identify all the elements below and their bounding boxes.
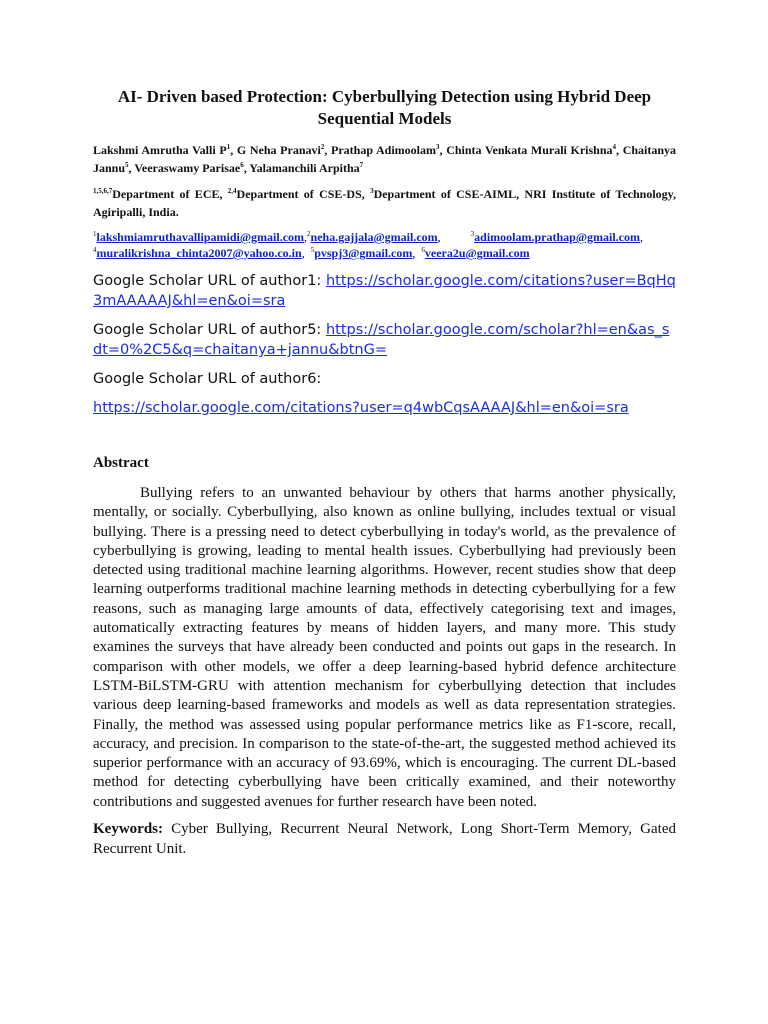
scholar-link[interactable]: https://scholar.google.com/citations?user=q4wbCqsAAAAJ&hl=en&oi=sra: [93, 400, 629, 416]
email-link[interactable]: pvspj3@gmail.com: [314, 246, 413, 260]
affiliation: $^{1,5,6,7}$Department of ECE, $^{2,4}$Department of CSE-DS, $^3$Department of CSE-AIML, NRI Institute of Technology, Agiripalli, India.: [93, 187, 676, 219]
author-name: Chaitanya Jannu: [93, 143, 677, 175]
scholar-entry: Google Scholar URL of author1: https://scholar.google.com/citations?user=BqHq3mAAAAAJ&hl=en&oi=sra: [93, 273, 676, 309]
author-name: Yalamanchili Arpitha: [249, 161, 360, 175]
scholar-entry-link: [93, 398, 676, 418]
scholar-link[interactable]: https://scholar.google.com/scholar?hl=en&as_sdt=0%2C5&q=chaitanya+jannu&btnG=: [93, 322, 670, 358]
abstract-heading: Abstract: [93, 455, 149, 471]
paper-title: AI- Driven based Protection: Cyberbullying Detection using Hybrid Deep Sequential Models: [117, 87, 652, 128]
email-list: $^1$lakshmiamruthavallipamidi@gmail.com,$^2$neha.gajjala@gmail.com, $^3$adimoolam.prathap@gmail.com, $^4$muralikrishna_chinta2007@yahoo.co.in, $^5$pvspj3@gmail.com, $^6$veera2u@gmail.com: [93, 230, 643, 260]
author-name: G Neha Pranavi: [236, 143, 321, 157]
scholar-link[interactable]: https://scholar.google.com/citations?user=BqHq3mAAAAAJ&hl=en&oi=sra: [93, 273, 676, 309]
abstract-text: Bullying refers to an unwanted behaviour by others that harms another physically, mentally, or socially. Cyberbullying, also known as online bullying, includes textual or visual bullying. There is a pressing need to detect cyberbullying in today's world, as the prevalence of cyberbullying is growing, leading to mental health issues. Cyberbullying had previously been detected using traditional machine learning algorithms. However, recent studies show that deep learning outperforms traditional machine learning methods in detecting cyberbullying for a few reasons, such as managing large amounts of data, effectively categorising text and images, automatically extracting features by means of hidden layers, and many more. This study examines the surveys that have already been conducted and points out gaps in the research. In comparison with other models, we offer a deep learning-based hybrid defence architecture LSTM-BiLSTM-GRU with attention mechanism for cyberbullying detection that includes various deep learning-based frameworks and models as well as data representation strategies. Finally, the method was assessed using popular performance metrics like as F1-score, recall, accuracy, and precision. In comparison to the state-of-the-art, the suggested method achieved its superior performance with an accuracy of 93.69%, which is encouraging. The current DL-based method for detecting cyberbullying have been critically examined, and their noteworthy contributions and suggested avenues for further research have been noted.: [93, 485, 676, 810]
email-link[interactable]: veera2u@gmail.com: [424, 246, 530, 260]
author-list: Lakshmi Amrutha Valli $P^1$, G Neha Pranavi$^2$, Prathap Adimoolam$^3$, Chinta Venkata Murali Krishna$^4$, Chaitanya Jannu$^5$, Veeraswamy Parisae$^6$, Yalamanchili Arpitha$^7$: [93, 143, 677, 175]
email-link[interactable]: adimoolam.prathap@gmail.com: [474, 230, 640, 244]
author-name: Chinta Venkata Murali Krishna: [446, 143, 613, 157]
email-link[interactable]: neha.gajjala@gmail.com: [310, 230, 438, 244]
scholar-entry: Google Scholar URL of author6:: [93, 371, 322, 387]
paper-page: [93, 86, 676, 859]
author-name: Prathap Adimoolam: [331, 143, 437, 157]
email-link[interactable]: muralikrishna_chinta2007@yahoo.co.in: [96, 246, 302, 260]
author-name: Veeraswamy Parisae: [134, 161, 241, 175]
email-link[interactable]: lakshmiamruthavallipamidi@gmail.com: [96, 230, 305, 244]
scholar-entry: Google Scholar URL of author5: https://scholar.google.com/scholar?hl=en&as_sdt=0%2C5&q=chaitanya+jannu&btnG=: [93, 322, 670, 358]
author-name: Lakshmi Amrutha Valli P: [93, 143, 227, 157]
keywords: Keywords: Cyber Bullying, Recurrent Neural Network, Long Short-Term Memory, Gated Recurrent Unit.: [93, 821, 676, 857]
